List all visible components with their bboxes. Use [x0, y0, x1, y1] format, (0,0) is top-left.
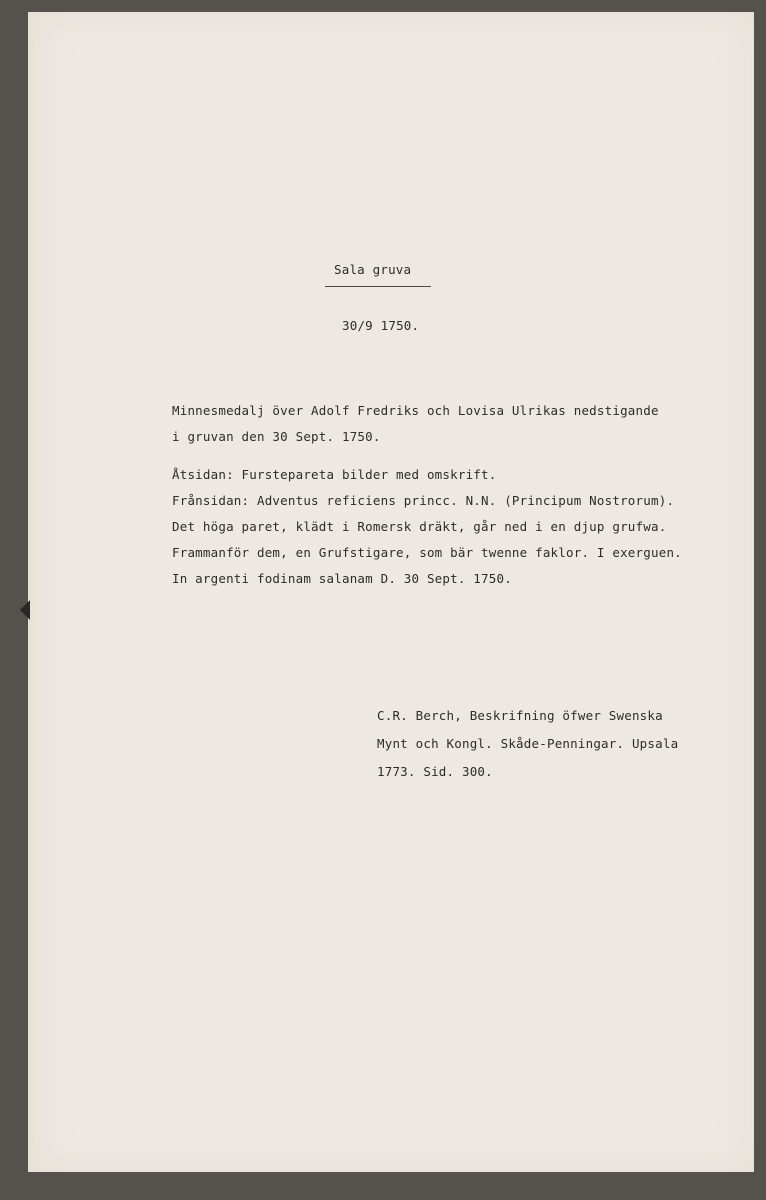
document-date: 30/9 1750. [342, 318, 420, 333]
text-line: Frammanför dem, en Grufstigare, som bär twenne faklor. I exerguen. [172, 545, 682, 560]
text-line: 1773. Sid. 300. [377, 764, 493, 779]
text-line: i gruvan den 30 Sept. 1750. [172, 429, 381, 444]
description-paragraph [172, 398, 659, 450]
text-line: Åtsidan: Furstepareta bilder med omskrift. [172, 467, 497, 482]
text-line: Det höga paret, klädt i Romersk dräkt, går ned i en djup grufwa. [172, 519, 667, 534]
title-underline [325, 286, 431, 287]
text-line: Frånsidan: Adventus reficiens princc. N.N. (Principum Nostrorum). [172, 493, 675, 508]
source-reference [377, 702, 678, 786]
page-notch-marker [20, 600, 30, 620]
text-line: Minnesmedalj över Adolf Fredriks och Lovisa Ulrikas nedstigande [172, 403, 659, 418]
text-line: C.R. Berch, Beskrifning öfwer Swenska [377, 708, 663, 723]
text-line: In argenti fodinam salanam D. 30 Sept. 1750. [172, 571, 512, 586]
document-page [35, 12, 754, 1172]
text-line: Mynt och Kongl. Skåde-Penningar. Upsala [377, 736, 679, 751]
document-title: Sala gruva [334, 262, 412, 277]
medal-details-paragraph [172, 462, 682, 592]
